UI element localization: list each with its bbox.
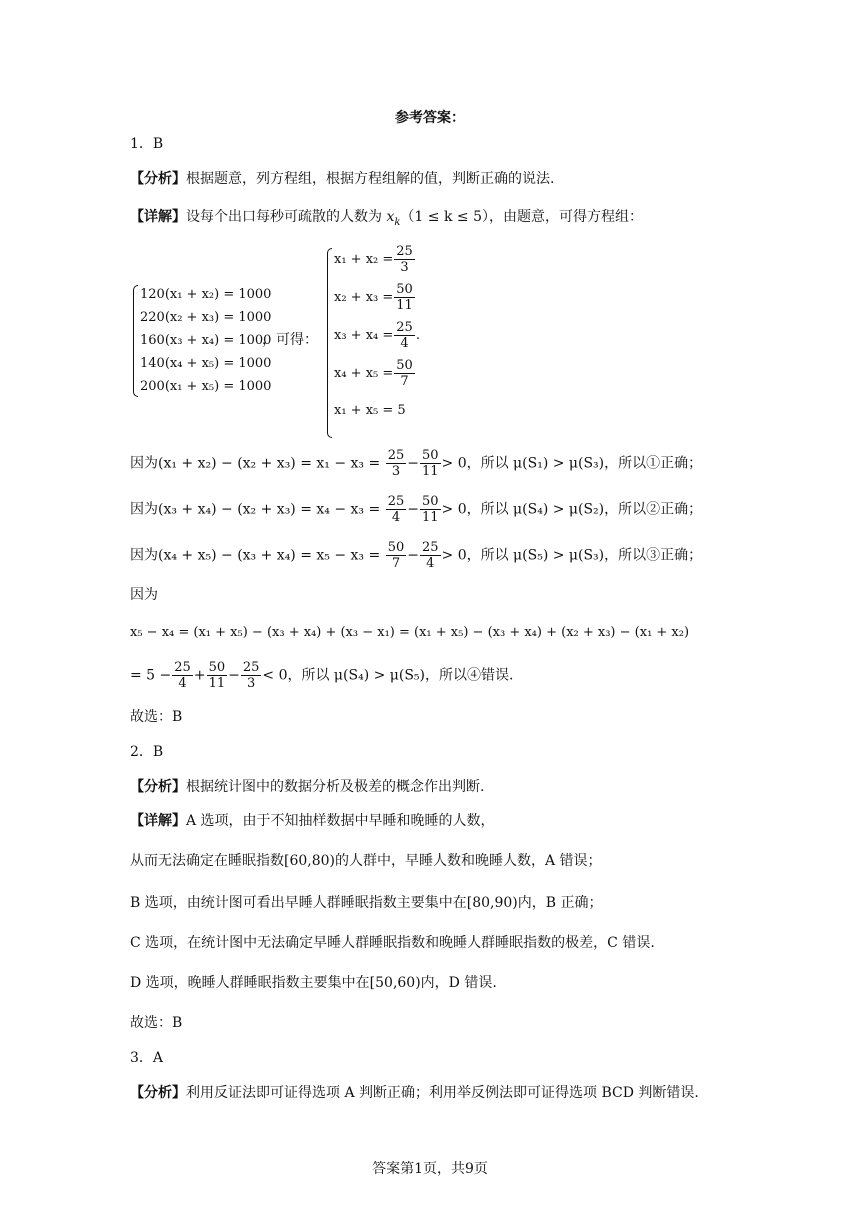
q2-detail: 【详解】A 选项，由于不知抽样数据中早睡和晚睡的人数， bbox=[130, 813, 495, 829]
q2-line-a: 从而无法确定在睡眠指数[60,80)的人群中，早睡人数和晚睡人数，A 错误； bbox=[130, 853, 602, 869]
left-eq-row: 120(x₁ + x₂) = 1000 bbox=[140, 287, 272, 302]
q1-last-line: = 5 − $\frac{25}{4}$ + $\frac{50}{11}$ − $\frac{25}{3}$ < 0，所以 μ(S₄) > μ(S₅)，所以④错误. bbox=[130, 660, 514, 691]
left-equation-system bbox=[140, 283, 271, 398]
q1-line-2: 因为(x₃ + x₄) − (x₂ + x₃) = x₄ − x₃ = $\frac{25}{4}$ − $\frac{50}{11}$ > 0，所以 μ(S₄) > μ(S₂)，所以②正确； bbox=[130, 494, 703, 525]
q1-detail: 【详解】设每个出口每秒可疏散的人数为 $x_k(1 \le k \le 5)$，由题意，可得方程组： bbox=[130, 209, 643, 228]
q3-number: 3．A bbox=[130, 1050, 164, 1066]
q2-choose: 故选：B bbox=[130, 1015, 183, 1031]
q1-analysis: 【分析】根据题意，列方程组，根据方程组解的值，判断正确的说法. bbox=[130, 171, 555, 187]
q1-line-3: 因为(x₄ + x₅) − (x₃ + x₄) = x₅ − x₃ = $\frac{50}{7}$ − $\frac{25}{4}$ > 0，所以 μ(S₅) > μ(S₃)，所以③正确； bbox=[130, 540, 703, 571]
right-eq-row: x₁ + x₅ = 5 bbox=[334, 403, 406, 418]
page-footer: 答案第1页，共9页 bbox=[372, 1161, 488, 1177]
q1-choose: 故选：B bbox=[130, 709, 183, 725]
right-eq-row: x₄ + x₅ = $\frac{50}{7}$ bbox=[334, 358, 413, 389]
q1-line-1: 因为(x₁ + x₂) − (x₂ + x₃) = x₁ − x₃ = $\frac{25}{3}$ − $\frac{50}{11}$ > 0，所以 μ(S₁) > μ(S₃)，所以①正确； bbox=[130, 448, 703, 479]
right-eq-row: x₃ + x₄ = $\frac{25}{4}$ . bbox=[334, 320, 420, 351]
can-get-text: ，可得： bbox=[262, 332, 318, 348]
right-eq-row: x₁ + x₂ = $\frac{25}{3}$ bbox=[334, 244, 413, 275]
q1-long-equation: x₅ − x₄ = (x₁ + x₅) − (x₃ + x₄) + (x₃ − x₁) = (x₁ + x₅) − (x₃ + x₄) + (x₂ + x₃) − (x₁ + x₂) bbox=[130, 625, 690, 640]
q2-analysis: 【分析】根据统计图中的数据分析及极差的概念作出判断. bbox=[130, 779, 485, 795]
q2-number: 2．B bbox=[130, 744, 164, 760]
right-system-brace bbox=[327, 248, 332, 438]
left-eq-row: 160(x₃ + x₄) = 1000 bbox=[140, 333, 272, 348]
q2-line-b: B 选项，由统计图可看出早睡人群睡眠指数主要集中在[80,90)内，B 正确； bbox=[130, 895, 603, 911]
q1-number: 1．B bbox=[130, 136, 164, 152]
q2-line-c: C 选项，在统计图中无法确定早睡人群睡眠指数和晚睡人群睡眠指数的极差，C 错误. bbox=[130, 935, 655, 951]
right-equation-system bbox=[334, 244, 420, 426]
page-title: 参考答案： bbox=[395, 110, 465, 126]
left-system-brace bbox=[133, 285, 138, 397]
left-eq-row: 220(x₂ + x₃) = 1000 bbox=[140, 310, 272, 325]
q3-analysis: 【分析】利用反证法即可证得选项 A 判断正确；利用举反例法即可证得选项 BCD 判断错误. bbox=[130, 1085, 699, 1101]
left-eq-row: 140(x₄ + x₅) = 1000 bbox=[140, 356, 272, 371]
q2-line-d: D 选项，晚睡人群睡眠指数主要集中在[50,60)内，D 错误. bbox=[130, 975, 497, 991]
left-eq-row: 200(x₁ + x₅) = 1000 bbox=[140, 379, 272, 394]
q1-because: 因为 bbox=[130, 587, 158, 603]
right-eq-row: x₂ + x₃ = $\frac{50}{11}$ bbox=[334, 282, 413, 313]
